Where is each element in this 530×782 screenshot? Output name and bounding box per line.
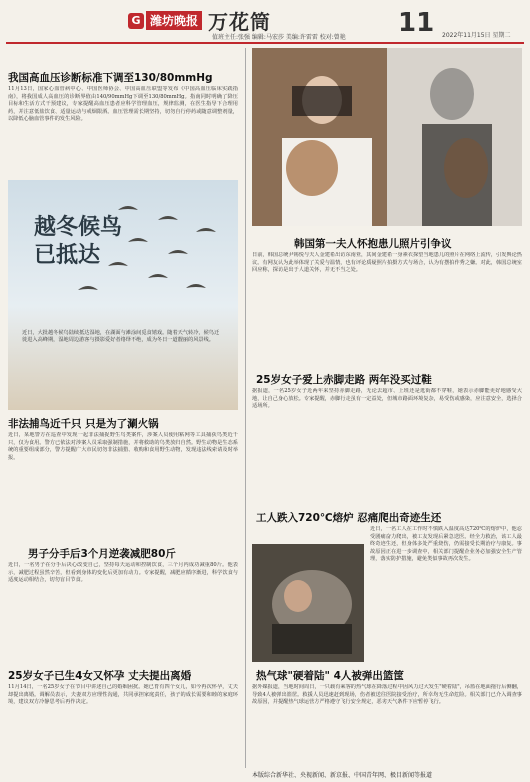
article-barefoot-body: 据报道，一名25岁女子近两年来坚持赤脚走路，无论去超市、上班还是逛街都不穿鞋，她表示赤脚能更好地感受大地，让自己身心放松。专家提醒，赤脚行走虽有一定益处，但城市路面环境复杂，易受伤或感染，应注意安全，选择合适场所。: [252, 388, 522, 410]
logo-badge: G: [128, 13, 144, 29]
photo-geese: [8, 180, 238, 410]
article-bp-body: 11月13日，国家心血管病中心、中国医师协会、中国高血压联盟等发布《中国高血压临床实践指南》，将我国成人高血压的诊断界值由140/90mmHg下调至130/80mmHg。指南同时明确了降压目标和生活方式干预建议，专家提醒高血压患者应科学管理血压，规律监测，在医生指导下合理用药，并注意低盐饮食、适量运动与戒烟限酒。血压管理需长期坚持，切勿自行停药或随意调整剂量，以降低心脑血管事件的发生风险。: [8, 86, 238, 123]
headline-first-lady: 韩国第一夫人怀抱患儿照片引争议: [294, 238, 452, 250]
article-balloon-body: 据外媒报道，当地时间周日，一只载有乘客的热气球在降落过程中因风力过大发生"硬着陆"，吊篮在地面拖行后侧翻，导致4人被弹出篮筐。救援人员迅速赶到现场，伤者被送往医院接受治疗，所幸均无生命危险。相关部门已介入调查事故原因，并提醒热气球运营方严格遵守飞行安全规定，恶劣天气条件下应暂停飞行。: [252, 684, 522, 706]
page-number: 11: [398, 8, 435, 38]
headline-balloon: 热气球"硬着陆" 4人被弹出篮筐: [256, 670, 404, 682]
column-name: 万花筒: [208, 10, 272, 34]
headline-furnace: 工人跌入720℃熔炉 忍痛爬出奇迹生还: [256, 512, 442, 524]
headline-birds: 非法捕鸟近千只 只是为了涮火锅: [8, 418, 159, 430]
article-furnace-lede: [252, 526, 366, 542]
geese-note: 近日，大批越冬候鸟陆续抵达湿地，在湖面与滩涂间觅食嬉戏。随着天气转冷，候鸟迁徙进入高峰期，湿地周边游客与摄影爱好者络绎不绝，成为冬日一道靓丽的风景线。: [22, 330, 220, 344]
article-first-lady-body: 日前，韩国总统尹锡悦与夫人金建希出访东南亚，其间金建希一身素衣探望当地患儿的照片在网络上流传，引发舆论热议。有网友认为此举体现了关爱与温情，也有评论质疑照片拍摄方式与场合，认为有摆拍作秀之嫌。对此，韩国总统室回应称，探访是出于人道关怀，并无不当之处。: [252, 252, 522, 274]
masthead-rule: [6, 42, 524, 44]
article-divorce-body: 11月14日，一名25岁女子在节目中讲述自己的婚姻困扰。她已育有四个女儿，如今再次怀孕，丈夫却提出离婚。调解员表示，夫妻双方应理性沟通，共同承担家庭责任，孩子的成长需要和睦的家庭环境，建议双方冷静思考后再作决定。: [8, 684, 238, 706]
geese-caption-line1: 越冬候鸟: [34, 215, 123, 240]
paper-name: 潍坊晚报: [146, 11, 202, 30]
headline-barefoot: 25岁女子爱上赤脚走路 两年没买过鞋: [256, 374, 432, 386]
source-footer: 本版综合新华社、央视新闻、新京报、中国青年网、极目新闻等报道: [252, 772, 433, 779]
masthead: [0, 0, 530, 40]
editor-credits: 值班主任:张强 编辑:马宏莎 美编:许雷雷 校对:曾艳: [212, 34, 346, 41]
headline-divorce: 25岁女子已生4女又怀孕 丈夫提出离婚: [8, 670, 192, 682]
article-diet-body: 近日，一名男子在分手后决心改变自己，坚持每天运动和控制饮食，三个月内成功减重80斤。他表示，减肥过程虽然辛苦，但看到身体的变化后更加有动力。专家提醒，减肥应循序渐进，科学饮食与适度运动相结合，切勿盲目节食。: [8, 562, 238, 584]
paper-logo: [128, 6, 271, 35]
first-lady-photo: [252, 48, 522, 226]
furnace-photo: [252, 544, 364, 662]
column-divider: [245, 48, 246, 768]
headline-diet: 男子分手后3个月逆袭减肥80斤: [28, 548, 176, 560]
photo-first-lady: [252, 48, 522, 226]
photo-furnace: [252, 544, 364, 662]
article-furnace-body: 近日，一名工人在工作时不慎跌入温度高达720℃的熔炉中，他忍受剧痛奋力爬出，被工友发现后紧急送医。经全力救治，该工人最终奇迹生还，但身体多处严重烧伤，仍需接受长期治疗与康复。事故原因正在进一步调查中，相关部门提醒企业务必加强安全生产管理，落实防护措施，避免类似事故再次发生。: [370, 526, 522, 563]
geese-caption-line2: 已抵达: [34, 243, 101, 268]
issue-date: 2022年11月15日 星期二: [442, 32, 511, 39]
article-birds-body: 近日，某地警方在巡查中发现一起非法捕捉野生鸟类案件，涉案人员使用粘网等工具捕获鸟类近千只，仅为食用。警方已依法对涉案人员采取强制措施，并将救助的鸟类放归自然。野生动物是生态系统的重要组成部分，警方提醒广大市民切勿非法捕猎、收购和食用野生动物，发现违法线索请及时举报。: [8, 432, 238, 461]
headline-bp: 我国高血压诊断标准下调至130/80mmHg: [8, 72, 213, 84]
